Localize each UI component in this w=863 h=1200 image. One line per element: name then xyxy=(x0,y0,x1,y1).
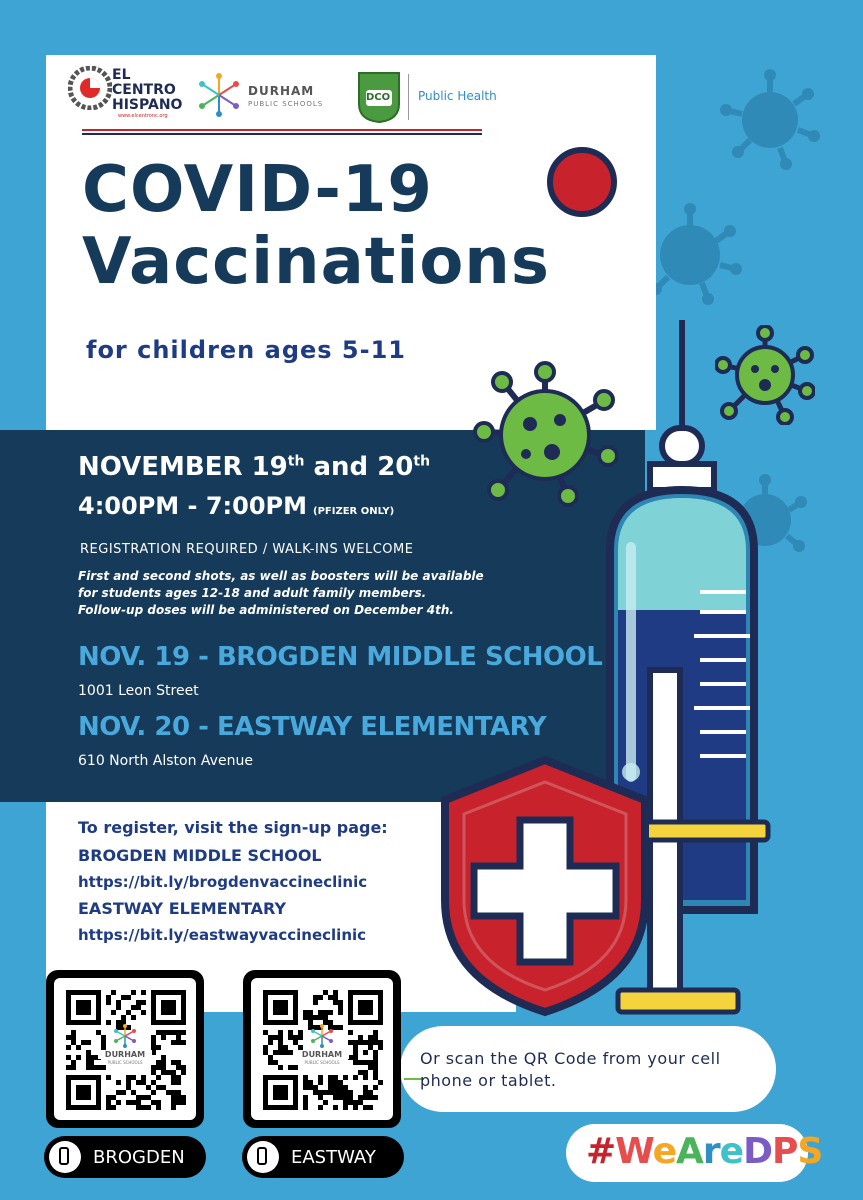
qr-pattern-icon xyxy=(54,978,196,1120)
hashtag-letter: # xyxy=(586,1131,616,1172)
phone-icon xyxy=(49,1141,81,1173)
qr-center-sublabel: PUBLIC SCHOOLS xyxy=(94,1060,156,1065)
green-virus-large-icon xyxy=(470,360,620,510)
event-info-line: Follow-up doses will be administered on December 4th. xyxy=(78,603,454,617)
qr-code-area xyxy=(251,978,393,1120)
dps-name: DURHAM xyxy=(248,84,315,98)
site-eastway-title: NOV. 20 - EASTWAY ELEMENTARY xyxy=(78,712,547,742)
el-centro-hispano-name: EL CENTRO HISPANO xyxy=(112,67,183,113)
eastway-qr-label xyxy=(242,1136,404,1178)
qr-center-label: DURHAM xyxy=(98,1050,152,1059)
el-centro-url: www.elcentronc.org xyxy=(118,113,168,119)
hashtag-letter: r xyxy=(702,1131,720,1172)
event-time xyxy=(78,492,394,520)
logo-divider xyxy=(408,74,409,120)
qr-center-label: DURHAM xyxy=(295,1050,349,1059)
public-health-label: Public Health xyxy=(418,89,497,103)
registration-note: REGISTRATION REQUIRED / WALK-INS WELCOME xyxy=(80,542,414,557)
page-subtitle: for children ages 5-11 xyxy=(86,336,406,364)
header-rule-navy xyxy=(82,133,482,135)
el-centro-hispano-logo-icon xyxy=(68,66,112,110)
registration-heading: To register, visit the sign-up page: xyxy=(78,818,388,837)
event-date-main: NOVEMBER 19 xyxy=(78,452,288,482)
durham-public-schools-logo-icon xyxy=(196,72,242,118)
registration-school-brogden: BROGDEN MIDDLE SCHOOL xyxy=(78,846,322,865)
page-title xyxy=(82,153,642,299)
dco-badge-text: DCO xyxy=(366,92,391,103)
eastway-label-text: EASTWAY xyxy=(291,1146,376,1168)
event-time-note: (PFIZER ONLY) xyxy=(313,506,395,517)
event-time-range: 4:00PM - 7:00PM xyxy=(78,492,308,520)
event-date-suffix-1: th xyxy=(287,453,305,470)
eastway-signup-link[interactable]: https://bit.ly/eastwayvaccineclinic xyxy=(78,926,367,944)
header-rule-red xyxy=(82,129,482,131)
page-title-line: Vaccinations xyxy=(82,225,550,299)
hashtag-letter: W xyxy=(615,1131,653,1172)
phone-icon xyxy=(247,1141,279,1173)
dps-subtitle: PUBLIC SCHOOLS xyxy=(248,100,324,108)
hashtag-we-are-dps xyxy=(586,1131,822,1172)
site-brogden-address: 1001 Leon Street xyxy=(78,683,199,699)
event-info-line: for students ages 12-18 and adult family members. xyxy=(78,586,427,600)
registration-school-eastway: EASTWAY ELEMENTARY xyxy=(78,899,287,918)
green-virus-small-icon xyxy=(715,325,815,425)
medical-shield-icon xyxy=(430,750,660,1020)
brogden-signup-link[interactable]: https://bit.ly/brogdenvaccineclinic xyxy=(78,873,368,891)
hashtag-letter: e xyxy=(652,1131,677,1172)
hashtag-letter: A xyxy=(676,1131,703,1172)
qr-pattern-icon xyxy=(251,978,393,1120)
site-eastway-address: 610 North Alston Avenue xyxy=(78,753,253,769)
site-brogden-title: NOV. 19 - BROGDEN MIDDLE SCHOOL xyxy=(78,642,603,672)
event-date xyxy=(78,452,430,482)
hashtag-letter: S xyxy=(797,1131,823,1172)
page-title-line: COVID-19 xyxy=(82,153,433,227)
event-info-line: First and second shots, as well as boosters will be available xyxy=(78,569,484,583)
qr-center-sublabel: PUBLIC SCHOOLS xyxy=(291,1060,353,1065)
brogden-qr-label xyxy=(44,1136,206,1178)
scan-instruction-text: Or scan the QR Code from your cell phone or tablet. xyxy=(420,1049,721,1090)
hashtag-letter: P xyxy=(771,1131,798,1172)
qr-code-area xyxy=(54,978,196,1120)
brogden-label-text: BROGDEN xyxy=(93,1146,185,1168)
event-date-and: and 20 xyxy=(304,452,414,482)
hashtag-letter: D xyxy=(743,1131,772,1172)
eastway-qr-code[interactable] xyxy=(243,970,401,1128)
event-date-suffix-2: th xyxy=(413,453,431,470)
event-info xyxy=(78,568,558,619)
hashtag-letter: e xyxy=(719,1131,744,1172)
brogden-qr-code[interactable] xyxy=(46,970,204,1128)
